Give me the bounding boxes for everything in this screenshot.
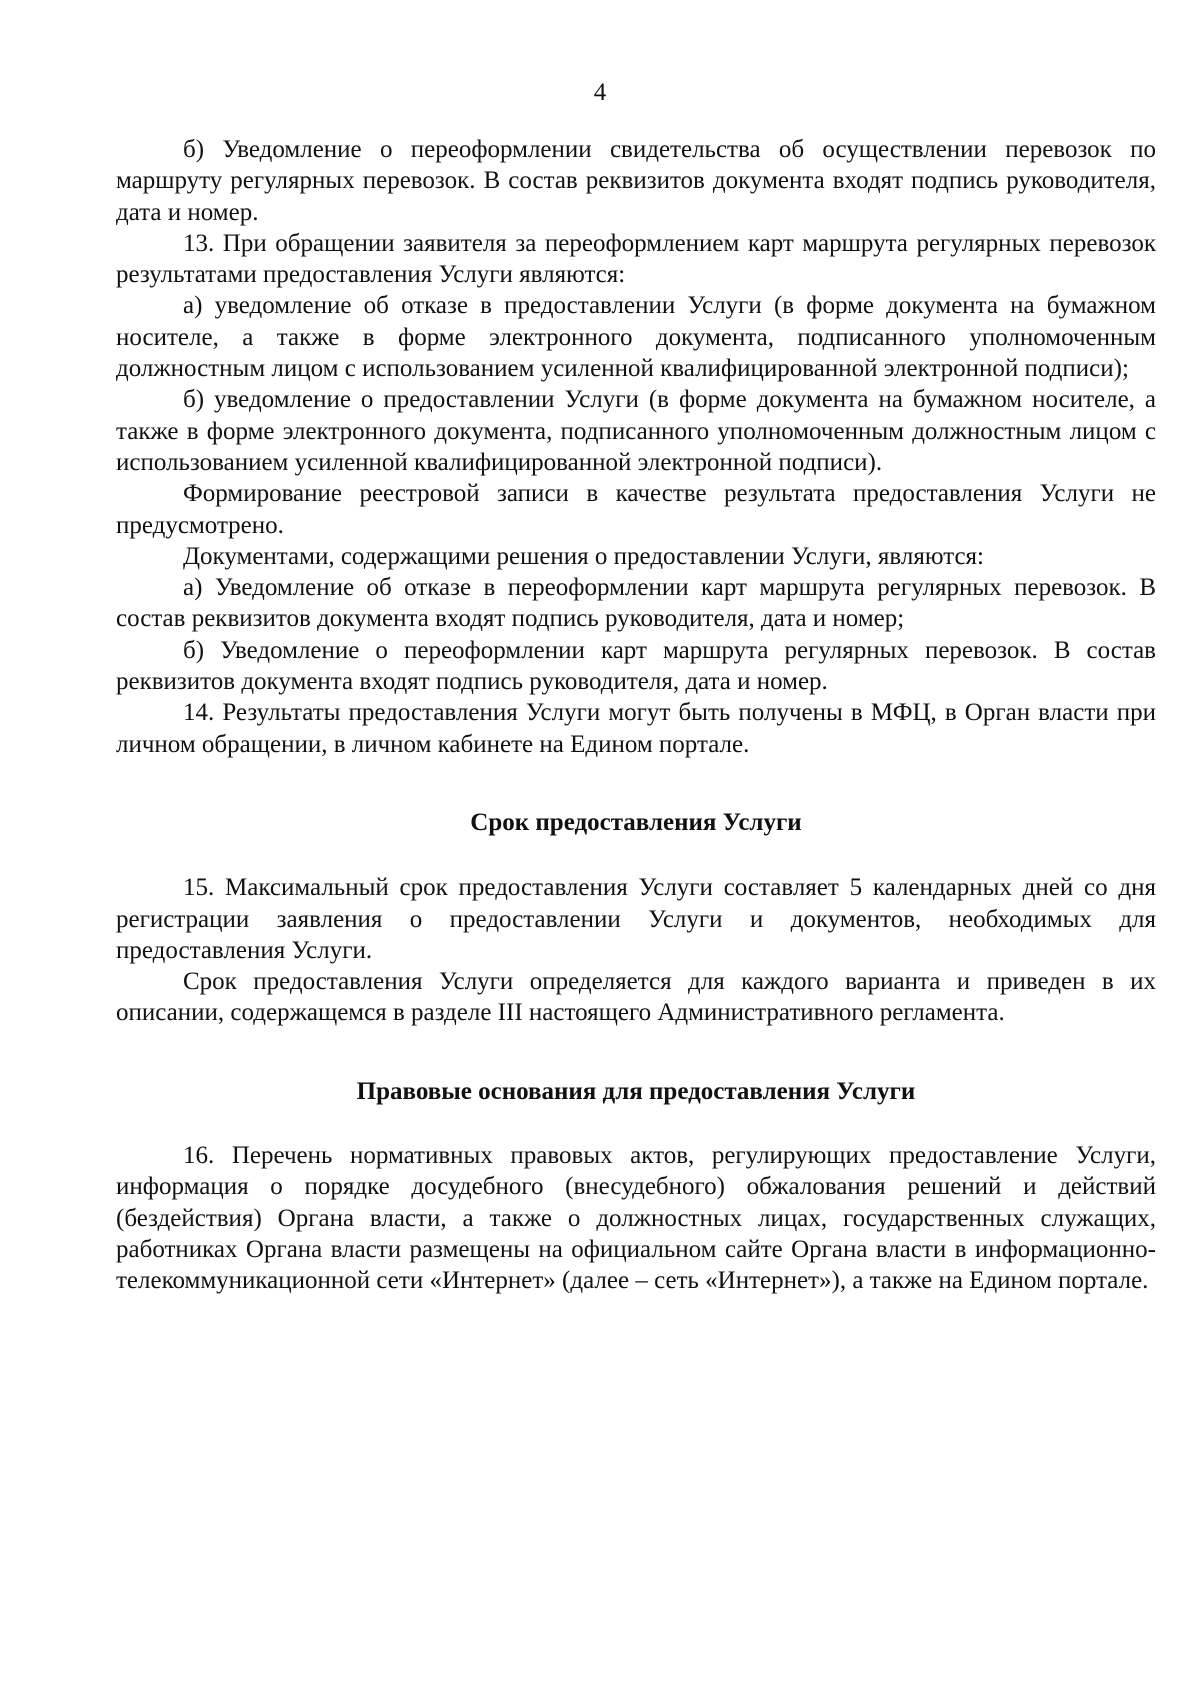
section-heading-term: Срок предоставления Услуги xyxy=(470,808,802,836)
section-heading-legal-basis: Правовые основания для предоставления Услуги xyxy=(356,1077,916,1105)
paragraph-decision-b: б) Уведомление о переоформлении карт маршрута регулярных перевозок. В состав реквизитов документа входят подпись руководителя, дата и номер. xyxy=(116,636,1156,696)
paragraph-term-variants: Срок предоставления Услуги определяется для каждого варианта и приведен в их описании, содержащемся в разделе III настоящего Административного регламента. xyxy=(116,968,1156,1027)
paragraph-item-13: 13. При обращении заявителя за переоформлением карт маршрута регулярных перевозок результатами предоставления Услуги являются: xyxy=(116,229,1156,289)
paragraph-item-16: 16. Перечень нормативных правовых актов, регулирующих предоставление Услуги, информация о порядке досудебного (внесудебного) обжалования решений и действий (бездействия) Органа власти, а также о должностных лицах, государственных служащих, работниках Органа власти размещены на официальном сайте Органа власти в информационно-телекоммуникационной сети «Интернет» (далее – сеть «Интернет»), а также на Едином портале. xyxy=(116,1142,1156,1295)
paragraph-decision-documents: Документами, содержащими решения о предоставлении Услуги, являются: xyxy=(183,542,984,570)
paragraph-item-15: 15. Максимальный срок предоставления Услуги составляет 5 календарных дней со дня регистрации заявления о предоставлении Услуги и документов, необходимых для предоставления Услуги. xyxy=(116,874,1156,964)
paragraph-13-a: а) уведомление об отказе в предоставлении Услуги (в форме документа на бумажном носителе, а также в форме электронного документа, подписанного уполномоченным должностным лицом с использованием усиленной квалифицированной электронной подписи); xyxy=(116,292,1156,383)
paragraph-13-b: б) уведомление о предоставлении Услуги (в форме документа на бумажном носителе, а также в форме электронного документа, подписанного уполномоченным должностным лицом с использованием усиленной квалифицированной электронной подписи). xyxy=(116,386,1156,476)
paragraph-item-14: 14. Результаты предоставления Услуги могут быть получены в МФЦ, в Орган власти при личном обращении, в личном кабинете на Едином портале. xyxy=(116,699,1156,758)
paragraph-decision-a: а) Уведомление об отказе в переоформлении карт маршрута регулярных перевозок. В состав реквизитов документа входят подпись руководителя, дата и номер; xyxy=(116,574,1156,633)
paragraph-registry-record: Формирование реестровой записи в качестве результата предоставления Услуги не предусмотрено. xyxy=(116,480,1156,539)
page-number: 4 xyxy=(593,79,607,106)
paragraph-notice-certificate-reissue: б) Уведомление о переоформлении свидетельства об осуществлении перевозок по маршруту регулярных перевозок. В состав реквизитов документа входят подпись руководителя, дата и номер. xyxy=(116,136,1156,226)
document-body xyxy=(116,134,1156,1297)
